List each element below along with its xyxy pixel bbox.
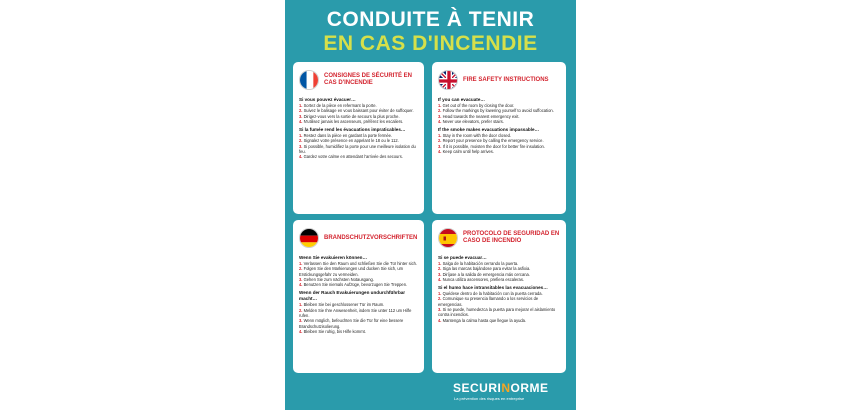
list-item	[299, 308, 418, 319]
item-number: 1.	[299, 302, 304, 308]
item-number: 4.	[438, 149, 443, 155]
item-number: 4.	[299, 154, 304, 160]
section-title: Wenn der Rauch Evakuierungen undurchführbar macht…	[299, 290, 406, 302]
item-number: 3.	[438, 143, 443, 149]
item-text: Siga las marcas bajándose para evitar la asfixia.	[442, 266, 531, 272]
item-text: Sortez de la pièce en refermant la porte.	[303, 103, 377, 108]
card-title: PROTOCOLO DE SEGURIDAD EN CASO DE INCENDIO	[463, 231, 560, 244]
instruction-list	[299, 261, 418, 287]
list-item	[299, 282, 418, 287]
list-item	[438, 318, 560, 323]
item-number: 2.	[438, 266, 443, 272]
item-number: 3.	[438, 113, 443, 119]
card-title: BRANDSCHUTZVORSCHRIFTEN	[324, 234, 418, 241]
section-title: Si se puede evacuar…	[438, 255, 487, 260]
list-item	[299, 329, 418, 334]
instruction-list	[438, 291, 560, 323]
item-text: Folgen Sie den Markierungen und ducken Sie sich, um Erstickungsgefahr zu vermeiden.	[299, 266, 404, 277]
item-text: Mantenga la calma hasta que llegue la ayuda.	[442, 317, 527, 323]
item-text: N'utilisez jamais les ascenseurs, préférez les escaliers.	[303, 118, 404, 124]
item-number: 1.	[438, 261, 443, 266]
instruction-list	[438, 103, 560, 124]
item-text: Dirigez-vous vers la sortie de secours la plus proche.	[303, 113, 400, 119]
brand-tagline: La prévention des risques en entreprise	[454, 396, 525, 401]
item-text: Head towards the nearest emergency exit.	[442, 113, 520, 119]
list-item	[438, 296, 560, 307]
item-number: 1.	[299, 133, 304, 139]
item-text: If it is possible, moisten the door for better fire insulation.	[442, 143, 545, 149]
item-text: Suivez le balisage en vous baissant pour éviter de suffoquer.	[303, 108, 414, 114]
list-item	[438, 307, 560, 318]
item-text: Benutzen Sie niemals Aufzüge, bevorzugen Sie Treppen.	[303, 282, 408, 288]
card-header	[438, 66, 560, 94]
list-item	[299, 119, 418, 124]
item-number: 1.	[438, 103, 443, 108]
item-text: Restez dans la pièce en gardant la porte fermée.	[303, 133, 393, 139]
card-german	[293, 220, 424, 373]
safety-poster	[285, 0, 576, 410]
item-text: Never use elevators, prefer stairs.	[442, 118, 504, 124]
section-title: Si vous pouvez évacuer…	[299, 97, 356, 102]
card-header	[299, 66, 418, 94]
instruction-list	[299, 302, 418, 334]
instruction-list	[438, 261, 560, 282]
item-text: Follow the markings by lowering yourself to avoid suffocation.	[442, 108, 554, 114]
section-title: If you can evacuate…	[438, 97, 485, 102]
germany-flag-icon	[299, 228, 319, 248]
item-number: 3.	[438, 307, 443, 313]
list-item	[438, 119, 560, 124]
card-title: CONSIGNES DE SÉCURITÉ EN CAS D'INCENDIE	[324, 73, 413, 86]
item-number: 3.	[299, 113, 304, 119]
item-number: 2.	[438, 296, 443, 302]
list-item	[438, 277, 560, 282]
section-title: Si la fumée rend les évacuations impraticables…	[299, 127, 406, 133]
item-text: Gehen Sie zum nächsten Notausgang.	[303, 276, 374, 282]
item-number: 4.	[299, 282, 304, 288]
section-title: If the smoke makes evacuations impassable…	[438, 127, 540, 133]
item-text: Report your presence by calling the emergency service.	[442, 138, 544, 144]
item-text: Quédese dentro de la habitación con la puerta cerrada.	[442, 291, 543, 297]
item-number: 3.	[299, 276, 304, 282]
item-text: Comunique su presencia llamando a los servicios de emergencias.	[438, 296, 539, 307]
item-number: 2.	[299, 266, 304, 272]
item-text: Si possible, humidifiez la porte pour une meilleure isolation du feu.	[299, 143, 416, 155]
card-english	[432, 62, 566, 214]
item-number: 4.	[299, 118, 304, 124]
item-number: 2.	[438, 138, 443, 144]
card-title: FIRE SAFETY INSTRUCTIONS	[463, 76, 549, 83]
item-text: Diríjase a la salida de emergencia más cercana.	[442, 271, 530, 277]
poster-subtitle: EN CAS D'INCENDIE	[323, 32, 538, 55]
item-number: 3.	[299, 143, 304, 149]
item-text: Get out of the room by closing the door.	[442, 103, 515, 108]
item-text: Bleiben Sie ruhig, bis Hilfe kommt.	[303, 328, 366, 334]
item-text: Keep calm until help arrives.	[442, 149, 494, 155]
item-number: 1.	[299, 103, 304, 108]
card-header	[438, 224, 560, 252]
item-number: 3.	[299, 318, 304, 324]
list-item	[438, 149, 560, 154]
item-number: 1.	[438, 133, 443, 139]
item-text: Signalez votre présence en appelant le 18 ou le 112.	[303, 138, 399, 144]
card-french	[293, 62, 424, 214]
spain-flag-icon	[438, 228, 458, 248]
item-text: Nunca utiliza ascensores, prefiera escaleras.	[442, 276, 525, 282]
list-item	[299, 154, 418, 159]
item-number: 1.	[299, 261, 304, 266]
item-text: Gardez votre calme en attendant l'arrivée des secours.	[303, 154, 403, 160]
card-spanish	[432, 220, 566, 373]
item-number: 3.	[438, 271, 443, 277]
item-number: 4.	[438, 118, 443, 124]
poster-title: CONDUITE À TENIR	[326, 8, 535, 31]
uk-flag-icon	[438, 70, 458, 90]
instruction-list	[438, 133, 560, 154]
item-number: 2.	[299, 108, 304, 114]
item-text: Si se puede, humedezca la puerta para mejorar el aislamiento contra incendios.	[438, 307, 556, 318]
instruction-list	[299, 103, 418, 124]
item-number: 4.	[299, 328, 304, 334]
item-number: 2.	[438, 108, 443, 114]
item-number: 4.	[438, 317, 443, 323]
item-number: 4.	[438, 276, 443, 282]
item-text: Stay in the room with the door closed.	[442, 133, 512, 139]
item-number: 1.	[438, 291, 443, 297]
list-item	[299, 144, 418, 155]
securinorme-logo: SECURINORME	[453, 381, 549, 395]
section-title: Si el humo hace intransitables las evacuaciones…	[438, 285, 548, 291]
item-number: 2.	[299, 138, 304, 144]
instruction-list	[299, 133, 418, 159]
item-text: Melden Sie Ihre Anwesenheit, indem Sie unter 112 um Hilfe rufen.	[299, 307, 412, 319]
list-item	[299, 266, 418, 277]
item-text: Wenn möglich, befeuchten Sie die Tür für eine bessere Brandschutzisolierung.	[299, 318, 404, 329]
item-text: Salga de la habitación cerrando la puerta.	[442, 261, 519, 266]
section-title: Wenn Sie evakuieren können…	[299, 255, 368, 260]
item-text: Verlassen Sie den Raum und schließen Sie die Tür hinter sich.	[303, 261, 418, 266]
list-item	[299, 318, 418, 329]
item-number: 2.	[299, 307, 304, 313]
france-flag-icon	[299, 70, 319, 90]
card-header	[299, 224, 418, 252]
item-text: Bleiben Sie bei geschlossener Tür im Raum.	[303, 302, 385, 308]
